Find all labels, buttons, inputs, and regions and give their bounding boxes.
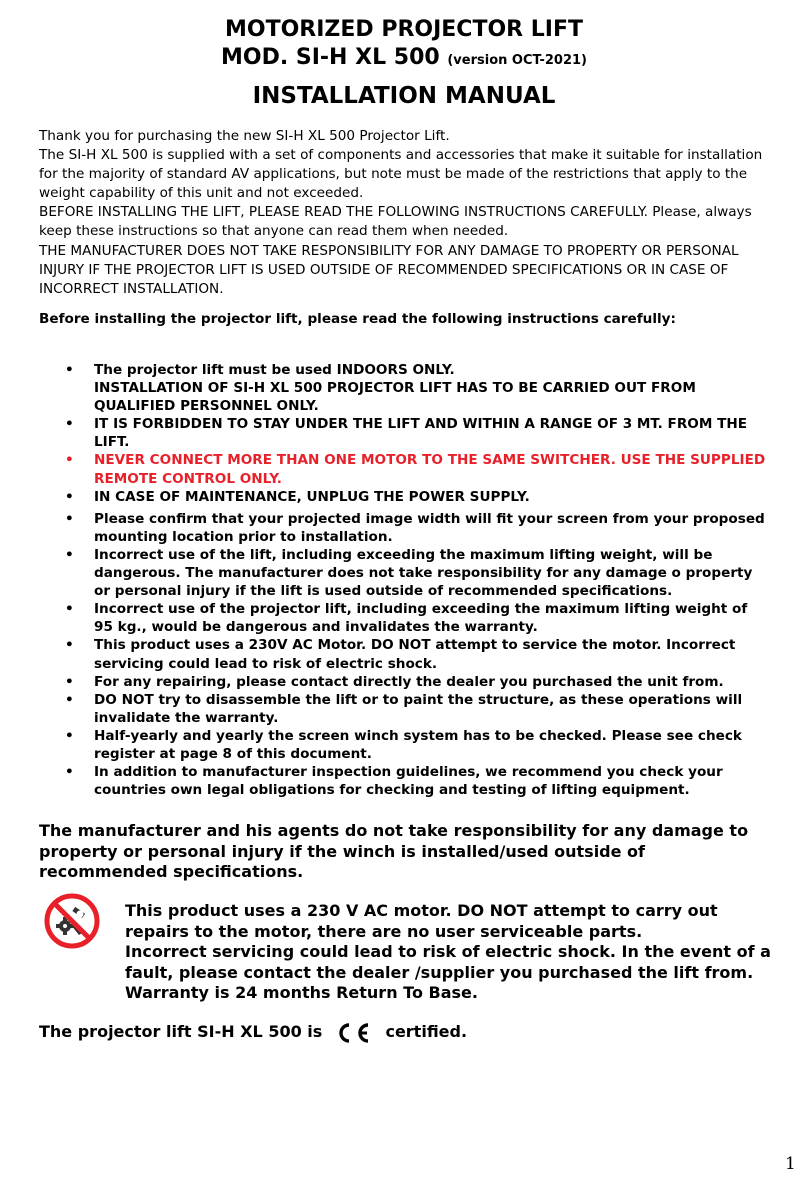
ce-mark-icon bbox=[332, 1022, 372, 1044]
bullet-icon: • bbox=[65, 601, 74, 618]
document-title: MOTORIZED PROJECTOR LIFT bbox=[224, 17, 583, 42]
bullet-icon: • bbox=[65, 362, 74, 378]
intro-section bbox=[39, 127, 771, 299]
list-item-text: Incorrect use of the lift, including exceeding the maximum lifting weight, will be dangerous. The manufacturer does not take responsibility for any damage o property or personal injury if the lift is used outside of recommended specifications. bbox=[94, 546, 753, 600]
list-item bbox=[58, 510, 770, 546]
liability-disclaimer: The manufacturer and his agents do not take responsibility for any damage to property or personal injury if the winch is installed/used outside of recommended specifications. bbox=[39, 821, 749, 881]
list-item-text: In addition to manufacturer inspection guidelines, we recommend you check your countries own legal obligations for checking and testing of lifting equipment. bbox=[94, 764, 723, 799]
list-item bbox=[58, 763, 770, 799]
motor-warning bbox=[125, 901, 775, 1004]
version-label: (version OCT-2021) bbox=[447, 53, 587, 68]
instructions-heading: Before installing the projector lift, please read the following instructions carefully: bbox=[39, 311, 676, 327]
list-item bbox=[58, 361, 770, 379]
list-item-text: IN CASE OF MAINTENANCE, UNPLUG THE POWER SUPPLY. bbox=[94, 488, 530, 505]
model-title bbox=[0, 43, 808, 75]
certification-statement bbox=[39, 1021, 467, 1044]
intro-paragraph: The SI-H XL 500 is supplied with a set of components and accessories that make it suitable for installation for the majority of standard AV applications, but note must be made of the restrictions that apply to the weight capability of this unit and not exceeded. bbox=[39, 147, 763, 202]
list-item-text: The projector lift must be used INDOORS ONLY. bbox=[94, 362, 455, 378]
bullet-icon: • bbox=[65, 488, 74, 505]
list-item-text: Incorrect use of the projector lift, including exceeding the maximum lifting weight of 95 kg., would be dangerous and invalidates the warranty. bbox=[94, 601, 748, 636]
list-item-text: IT IS FORBIDDEN TO STAY UNDER THE LIFT AND WITHIN A RANGE OF 3 MT. FROM THE LIFT. bbox=[94, 416, 748, 451]
bullet-icon: • bbox=[65, 637, 74, 654]
model-name: MOD. SI-H XL 500 bbox=[221, 45, 440, 70]
list-item bbox=[58, 546, 770, 600]
list-item bbox=[58, 600, 770, 636]
page-number: 1 bbox=[785, 1154, 796, 1174]
warning-line: Warranty is 24 months Return To Base. bbox=[125, 983, 478, 1002]
list-item-text: This product uses a 230V AC Motor. DO NOT attempt to service the motor. Incorrect servicing could lead to risk of electric shock. bbox=[94, 637, 736, 672]
manual-title: INSTALLATION MANUAL bbox=[252, 83, 556, 109]
bullet-icon: • bbox=[65, 510, 74, 527]
list-item-text: NEVER CONNECT MORE THAN ONE MOTOR TO THE SAME SWITCHER. USE THE SUPPLIED REMOTE CONTROL ONLY. bbox=[94, 452, 766, 487]
warning-line: This product uses a 230 V AC motor. DO NOT attempt to carry out repairs to the motor, there are no user serviceable parts. bbox=[125, 901, 718, 941]
warning-line: Incorrect servicing could lead to risk of electric shock. In the event of a fault, please contact the dealer /supplier you purchased the lift from. bbox=[125, 942, 771, 982]
list-item-text: Please confirm that your projected image width will fit your screen from your proposed mounting location prior to installation. bbox=[94, 510, 765, 545]
list-item bbox=[58, 636, 770, 672]
certification-suffix: certified. bbox=[385, 1022, 468, 1041]
list-item-text: For any repairing, please contact directly the dealer you purchased the unit from. bbox=[94, 673, 724, 690]
bullet-icon: • bbox=[65, 416, 74, 433]
list-item-text: INSTALLATION OF SI-H XL 500 PROJECTOR LIFT HAS TO BE CARRIED OUT FROM QUALIFIED PERSONNEL ONLY. bbox=[94, 380, 696, 415]
list-item-text: Half-yearly and yearly the screen winch system has to be checked. Please see check register at page 8 of this document. bbox=[94, 727, 742, 762]
intro-paragraph: BEFORE INSTALLING THE LIFT, PLEASE READ THE FOLLOWING INSTRUCTIONS CAREFULLY. Please, always keep these instructions so that anyone can read them when needed. bbox=[39, 204, 752, 240]
intro-paragraph: Thank you for purchasing the new SI-H XL 500 Projector Lift. bbox=[39, 128, 450, 144]
list-item bbox=[58, 379, 770, 415]
bullet-icon: • bbox=[65, 764, 74, 781]
intro-paragraph: THE MANUFACTURER DOES NOT TAKE RESPONSIBILITY FOR ANY DAMAGE TO PROPERTY OR PERSONAL INJURY IF THE PROJECTOR LIFT IS USED OUTSIDE OF RECOMMENDED SPECIFICATIONS OR IN CASE OF INCORRECT INSTALLATION. bbox=[39, 242, 739, 297]
certification-prefix: The projector lift SI-H XL 500 is bbox=[39, 1022, 323, 1041]
list-item bbox=[58, 673, 770, 691]
bullet-icon: • bbox=[65, 546, 74, 563]
list-item bbox=[58, 415, 770, 451]
list-item-text: DO NOT try to disassemble the lift or to paint the structure, as these operations will invalidate the warranty. bbox=[94, 691, 743, 726]
no-repair-prohibition-icon bbox=[44, 893, 100, 949]
bullet-icon: • bbox=[65, 727, 74, 744]
bullet-icon: • bbox=[65, 673, 74, 690]
list-item bbox=[58, 691, 770, 727]
list-item bbox=[58, 727, 770, 763]
list-item bbox=[58, 488, 770, 506]
bullet-icon: • bbox=[65, 691, 74, 708]
bullet-icon: • bbox=[65, 452, 74, 469]
list-item-warning bbox=[58, 451, 770, 487]
instructions-list bbox=[58, 361, 770, 799]
